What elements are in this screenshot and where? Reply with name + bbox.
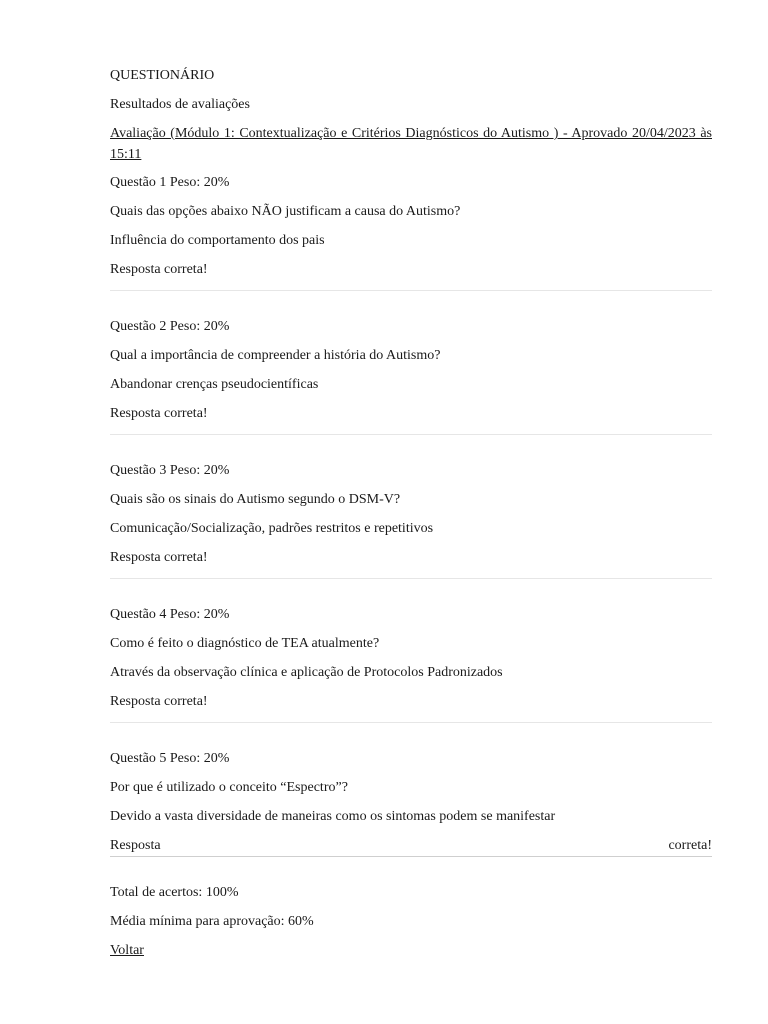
question-result-left: Resposta	[110, 838, 161, 853]
question-result-right: correta!	[668, 838, 712, 853]
assessment-link[interactable]: Avaliação (Módulo 1: Contextualização e Critérios Diagnósticos do Autismo ) - Aprovado 20/04/2023 às 15:11	[110, 126, 712, 162]
question-label: Questão 5 Peso: 20%	[110, 751, 230, 766]
question-result	[110, 836, 712, 856]
question-block-2	[110, 317, 712, 424]
question-result: Resposta correta!	[110, 262, 208, 277]
question-label: Questão 2 Peso: 20%	[110, 319, 230, 334]
question-block-4	[110, 605, 712, 712]
question-divider	[110, 434, 712, 435]
page-title: QUESTIONÁRIO	[110, 68, 215, 83]
question-result: Resposta correta!	[110, 694, 208, 709]
total-score: Total de acertos: 100%	[110, 885, 239, 900]
question-prompt: Quais são os sinais do Autismo segundo o DSM-V?	[110, 492, 401, 507]
question-label: Questão 3 Peso: 20%	[110, 463, 230, 478]
minimum-score: Média mínima para aprovação: 60%	[110, 914, 314, 929]
question-divider	[110, 856, 712, 857]
question-divider	[110, 290, 712, 291]
question-divider	[110, 578, 712, 579]
question-block-3	[110, 461, 712, 568]
page-subtitle: Resultados de avaliações	[110, 97, 250, 112]
question-result: Resposta correta!	[110, 406, 208, 421]
question-block-1	[110, 173, 712, 280]
question-block-5	[110, 749, 712, 856]
question-answer: Comunicação/Socialização, padrões restritos e repetitivos	[110, 521, 434, 536]
question-label: Questão 4 Peso: 20%	[110, 607, 230, 622]
question-answer: Devido a vasta diversidade de maneiras como os sintomas podem se manifestar	[110, 809, 556, 824]
results-page	[110, 66, 712, 961]
question-prompt: Quais das opções abaixo NÃO justificam a causa do Autismo?	[110, 204, 461, 219]
question-answer: Abandonar crenças pseudocientíficas	[110, 377, 319, 392]
question-answer: Influência do comportamento dos pais	[110, 233, 325, 248]
question-prompt: Qual a importância de compreender a história do Autismo?	[110, 348, 441, 363]
question-prompt: Por que é utilizado o conceito “Espectro”?	[110, 780, 348, 795]
question-prompt: Como é feito o diagnóstico de TEA atualmente?	[110, 636, 380, 651]
results-summary	[110, 883, 712, 961]
question-label: Questão 1 Peso: 20%	[110, 175, 230, 190]
question-result: Resposta correta!	[110, 550, 208, 565]
question-answer: Através da observação clínica e aplicação de Protocolos Padronizados	[110, 665, 503, 680]
question-divider	[110, 722, 712, 723]
back-link[interactable]: Voltar	[110, 943, 144, 958]
